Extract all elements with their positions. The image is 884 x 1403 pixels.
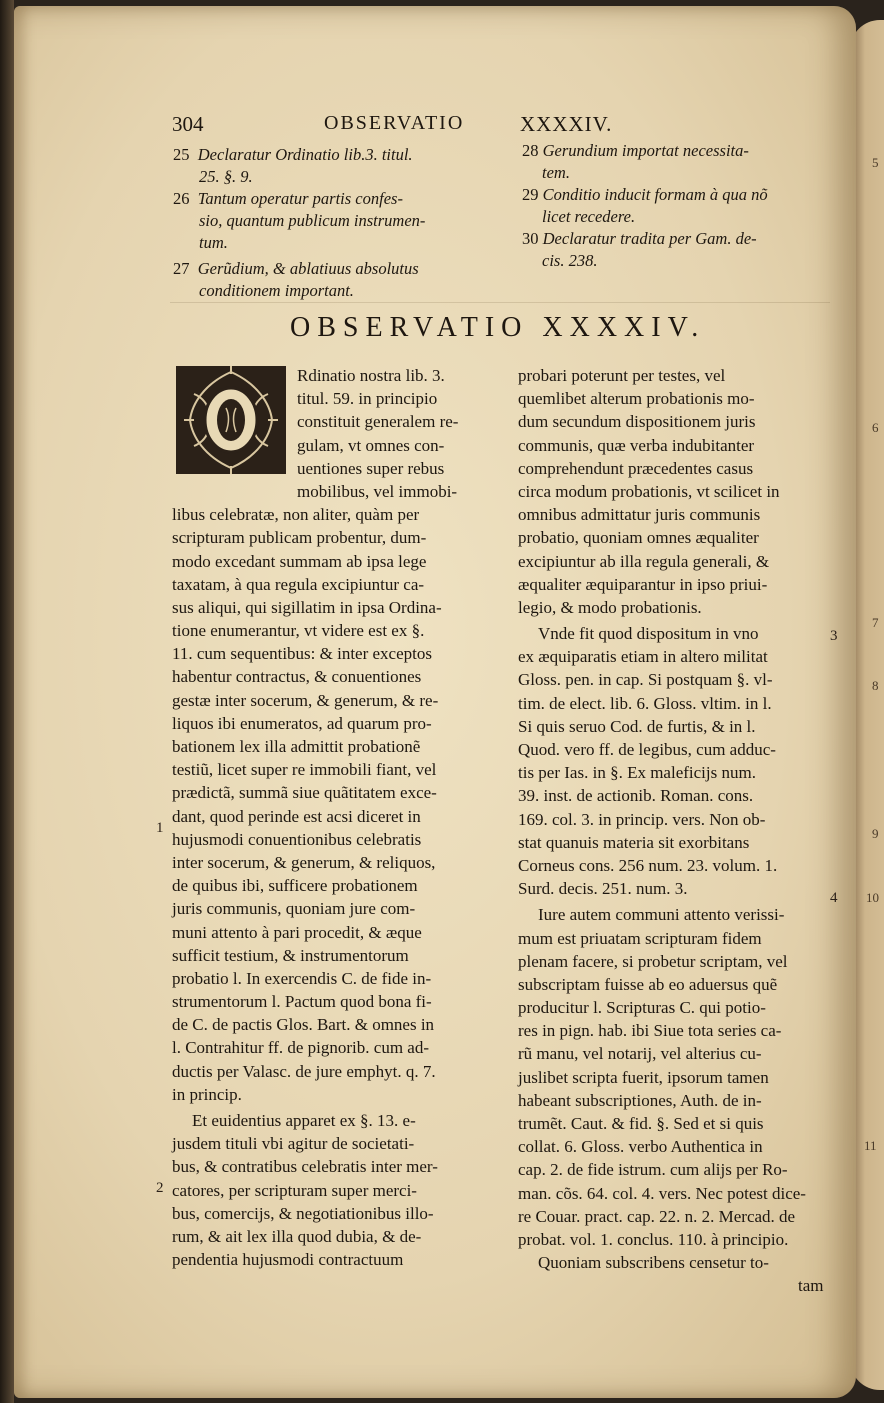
running-number: XXXXIV. — [520, 112, 613, 136]
text-line: in princip. — [172, 1084, 242, 1104]
text-line: producitur l. Scripturas C. qui potio- — [518, 998, 766, 1018]
text-line: prædictã, summã siue quãtitatem exce- — [172, 783, 437, 803]
text-line: liquos ibi enumeratos, ad quarum pro- — [172, 713, 432, 733]
text-line: libus celebratæ, non aliter, quàm per — [172, 505, 420, 525]
text-line: æqualiter æquiparantur in ipso priui- — [518, 574, 768, 594]
text-line: man. cõs. 64. col. 4. vers. Nec potest dice- — [518, 1183, 806, 1203]
index-entry-cont: conditionem important. — [199, 281, 354, 300]
header-rule — [170, 302, 830, 303]
text-line: probat. vol. 1. conclus. 110. à principio. — [518, 1229, 789, 1249]
text-line: probatio, quoniam omnes æqualiter — [518, 528, 759, 548]
text-line: juris communis, quoniam jure com- — [172, 899, 416, 919]
text-line: Iure autem communi attento verissi- — [538, 905, 785, 925]
text-line: Quoniam subscribens censetur to- — [538, 1253, 769, 1273]
index-entry-cont: sio, quantum publicum instrumen- — [199, 211, 426, 230]
text-line: tis per Ias. in §. Ex maleficijs num. — [518, 763, 756, 783]
text-line: res in pign. hab. ibi Siue tota series ca- — [518, 1021, 782, 1041]
left-page-edge — [0, 0, 14, 1403]
text-line: Quod. vero ff. de legibus, cum adduc- — [518, 740, 776, 759]
text-line: 39. inst. de actionib. Roman. cons. — [518, 786, 754, 806]
text-line: muni attento à pari procedit, & æque — [172, 922, 422, 942]
right-column — [518, 364, 824, 1298]
index-entry: 30 Declaratur tradita per Gam. de- — [522, 229, 757, 248]
text-line: constituit generalem re- — [297, 412, 459, 432]
text-line: Rdinatio nostra lib. 3. — [297, 366, 445, 385]
text-line: Corneus cons. 256 num. 23. volum. 1. — [518, 855, 778, 875]
text-line: mum est priuatam scripturam fidem — [518, 928, 762, 948]
text-line: ductis per Valasc. de jure emphyt. q. 7. — [172, 1061, 436, 1081]
text-line: uentiones super rebus — [297, 458, 445, 478]
text-line: modo excedant summam ab ipsa lege — [172, 551, 427, 571]
facing-margin-note: 10 — [866, 890, 879, 905]
text-line: collat. 6. Gloss. verbo Authentica in — [518, 1137, 763, 1157]
text-line: quemlibet alterum probationis mo- — [518, 389, 755, 409]
text-line: legio, & modo probationis. — [518, 597, 702, 617]
text-line: probatio l. In exercendis C. de fide in- — [172, 968, 432, 988]
text-line: circa modum probationis, vt scilicet in — [518, 481, 780, 501]
text-line: re Couar. pract. cap. 22. n. 2. Mercad. de — [518, 1206, 796, 1226]
text-line: bus, comercijs, & negotiationibus illo- — [172, 1203, 434, 1223]
text-line: excipiuntur ab illa regula generali, & — [518, 551, 770, 571]
text-line: bationem lex illa admittit probationẽ — [172, 737, 421, 756]
text-line: rũ manu, vel notarij, vel alterius cu- — [518, 1044, 762, 1064]
text-line: comprehendunt præcedentes casus — [518, 458, 754, 478]
index-entry: 26 Tantum operatur partis confes- — [173, 189, 403, 208]
text-line: taxatam, à qua regula excipiuntur ca- — [172, 574, 425, 594]
text-line: 11. cum sequentibus: & inter exceptos — [172, 644, 432, 664]
text-line: sus aliqui, qui sigillatim in ipsa Ordina- — [172, 597, 442, 617]
text-line: gestæ inter socerum, & generum, & re- — [172, 690, 439, 710]
left-column — [172, 364, 458, 1271]
index-entry-cont: 25. §. 9. — [199, 167, 253, 186]
text-line: omnibus admittatur juris communis — [518, 505, 761, 525]
index-left — [173, 144, 425, 302]
text-line: sufficit testium, & instrumentorum — [172, 945, 409, 965]
text-line: habentur contractus, & conuentiones — [172, 667, 422, 687]
drop-cap-letter: O — [231, 474, 232, 475]
text-line: habeant subscriptiones, Auth. de in- — [518, 1090, 762, 1110]
text-line: strumentorum l. Pactum quod bona fi- — [172, 992, 432, 1012]
index-entry: 27 Gerũdium, & ablatiuus absolutus — [173, 259, 419, 278]
text-line: de C. de pactis Glos. Bart. & omnes in — [172, 1015, 435, 1035]
facing-margin-note: 6 — [872, 420, 879, 435]
margin-note: 3 — [830, 628, 838, 644]
text-line: plenam facere, si probetur scriptam, vel — [518, 951, 788, 971]
facing-margin-note: 7 — [872, 615, 879, 630]
text-line: rum, & ait lex illa quod dubia, & de- — [172, 1226, 422, 1246]
text-line: de quibus ibi, sufficere probationem — [172, 876, 418, 896]
text-line: titul. 59. in principio — [297, 389, 438, 409]
text-line: bus, & contratibus celebratis inter mer- — [172, 1157, 438, 1177]
text-line: hujusmodi conuentionibus celebratis — [172, 829, 422, 849]
text-line: ex æquiparatis etiam in altero militat — [518, 647, 768, 667]
facing-margin-note: 5 — [872, 155, 879, 170]
facing-margin-note: 11 — [864, 1138, 877, 1153]
text-line: testiũ, licet super re immobili fiant, vel — [172, 760, 437, 780]
running-title: OBSERVATIO — [324, 112, 465, 134]
section-title: OBSERVATIO XXXXIV. — [290, 312, 706, 343]
text-line: 169. col. 3. in princip. vers. Non ob- — [518, 809, 766, 829]
index-entry: 28 Gerundium importat necessita- — [522, 141, 749, 160]
text-line: trumẽt. Caut. & fid. §. Sed et si quis — [518, 1114, 764, 1133]
margin-note: 2 — [156, 1180, 164, 1196]
text-line: pendentia hujusmodi contractuum — [172, 1250, 404, 1270]
text-line: inter socerum, & generum, & reliquos, — [172, 852, 436, 872]
text-line: Gloss. pen. in cap. Si postquam §. vl- — [518, 670, 773, 690]
index-entry-cont: licet recedere. — [542, 207, 636, 226]
text-line: dum secundum dispositionem juris — [518, 412, 756, 432]
index-entry-cont: tum. — [199, 233, 228, 252]
margin-note: 4 — [830, 890, 838, 906]
text-line: tam — [798, 1276, 824, 1296]
text-line: Surd. decis. 251. num. 3. — [518, 879, 688, 899]
text-line: Vnde fit quod dispositum in vno — [538, 624, 759, 644]
facing-margin-note: 8 — [872, 678, 879, 693]
text-line: catores, per scripturam super merci- — [172, 1180, 417, 1200]
text-line: gulam, vt omnes con- — [297, 435, 445, 455]
text-line: l. Contrahitur ff. de pignorib. cum ad- — [172, 1038, 429, 1058]
index-entry: 29 Conditio inducit formam à qua nõ — [522, 185, 768, 204]
text-line: subscriptam fuisse ab eo aduersus quẽ — [518, 974, 778, 994]
text-line: juslibet scripta fuerit, ipsorum tamen — [518, 1067, 769, 1087]
text-line: Si quis seruo Cod. de furtis, & in l. — [518, 716, 756, 736]
index-entry: 25 Declaratur Ordinatio lib.3. titul. — [173, 145, 413, 164]
text-line: jusdem tituli vbi agitur de societati- — [172, 1134, 415, 1154]
text-line: stat quanuis materia sit exorbitans — [518, 832, 750, 852]
text-line: tione enumerantur, vt videre est ex §. — [172, 621, 425, 641]
text-line: mobilibus, vel immobi- — [297, 481, 458, 501]
text-line: Et euidentius apparet ex §. 13. e- — [192, 1111, 416, 1130]
index-entry-cont: cis. 238. — [542, 251, 598, 270]
margin-note: 1 — [156, 820, 164, 836]
text-line: dant, quod perinde est acsi diceret in — [172, 806, 421, 826]
text-line: tim. de elect. lib. 6. Gloss. vltim. in l. — [518, 693, 772, 713]
text-line: cap. 2. de fide istrum. cum alijs per Ro- — [518, 1160, 788, 1180]
facing-margin-note: 9 — [872, 826, 879, 841]
index-right — [522, 140, 768, 272]
index-entry-cont: tem. — [542, 163, 570, 182]
text-line: communis, quæ verba indubitanter — [518, 435, 755, 455]
text-line: probari poterunt per testes, vel — [518, 366, 726, 385]
page-number: 304 — [172, 112, 204, 136]
text-line: scripturam publicam probentur, dum- — [172, 528, 427, 548]
